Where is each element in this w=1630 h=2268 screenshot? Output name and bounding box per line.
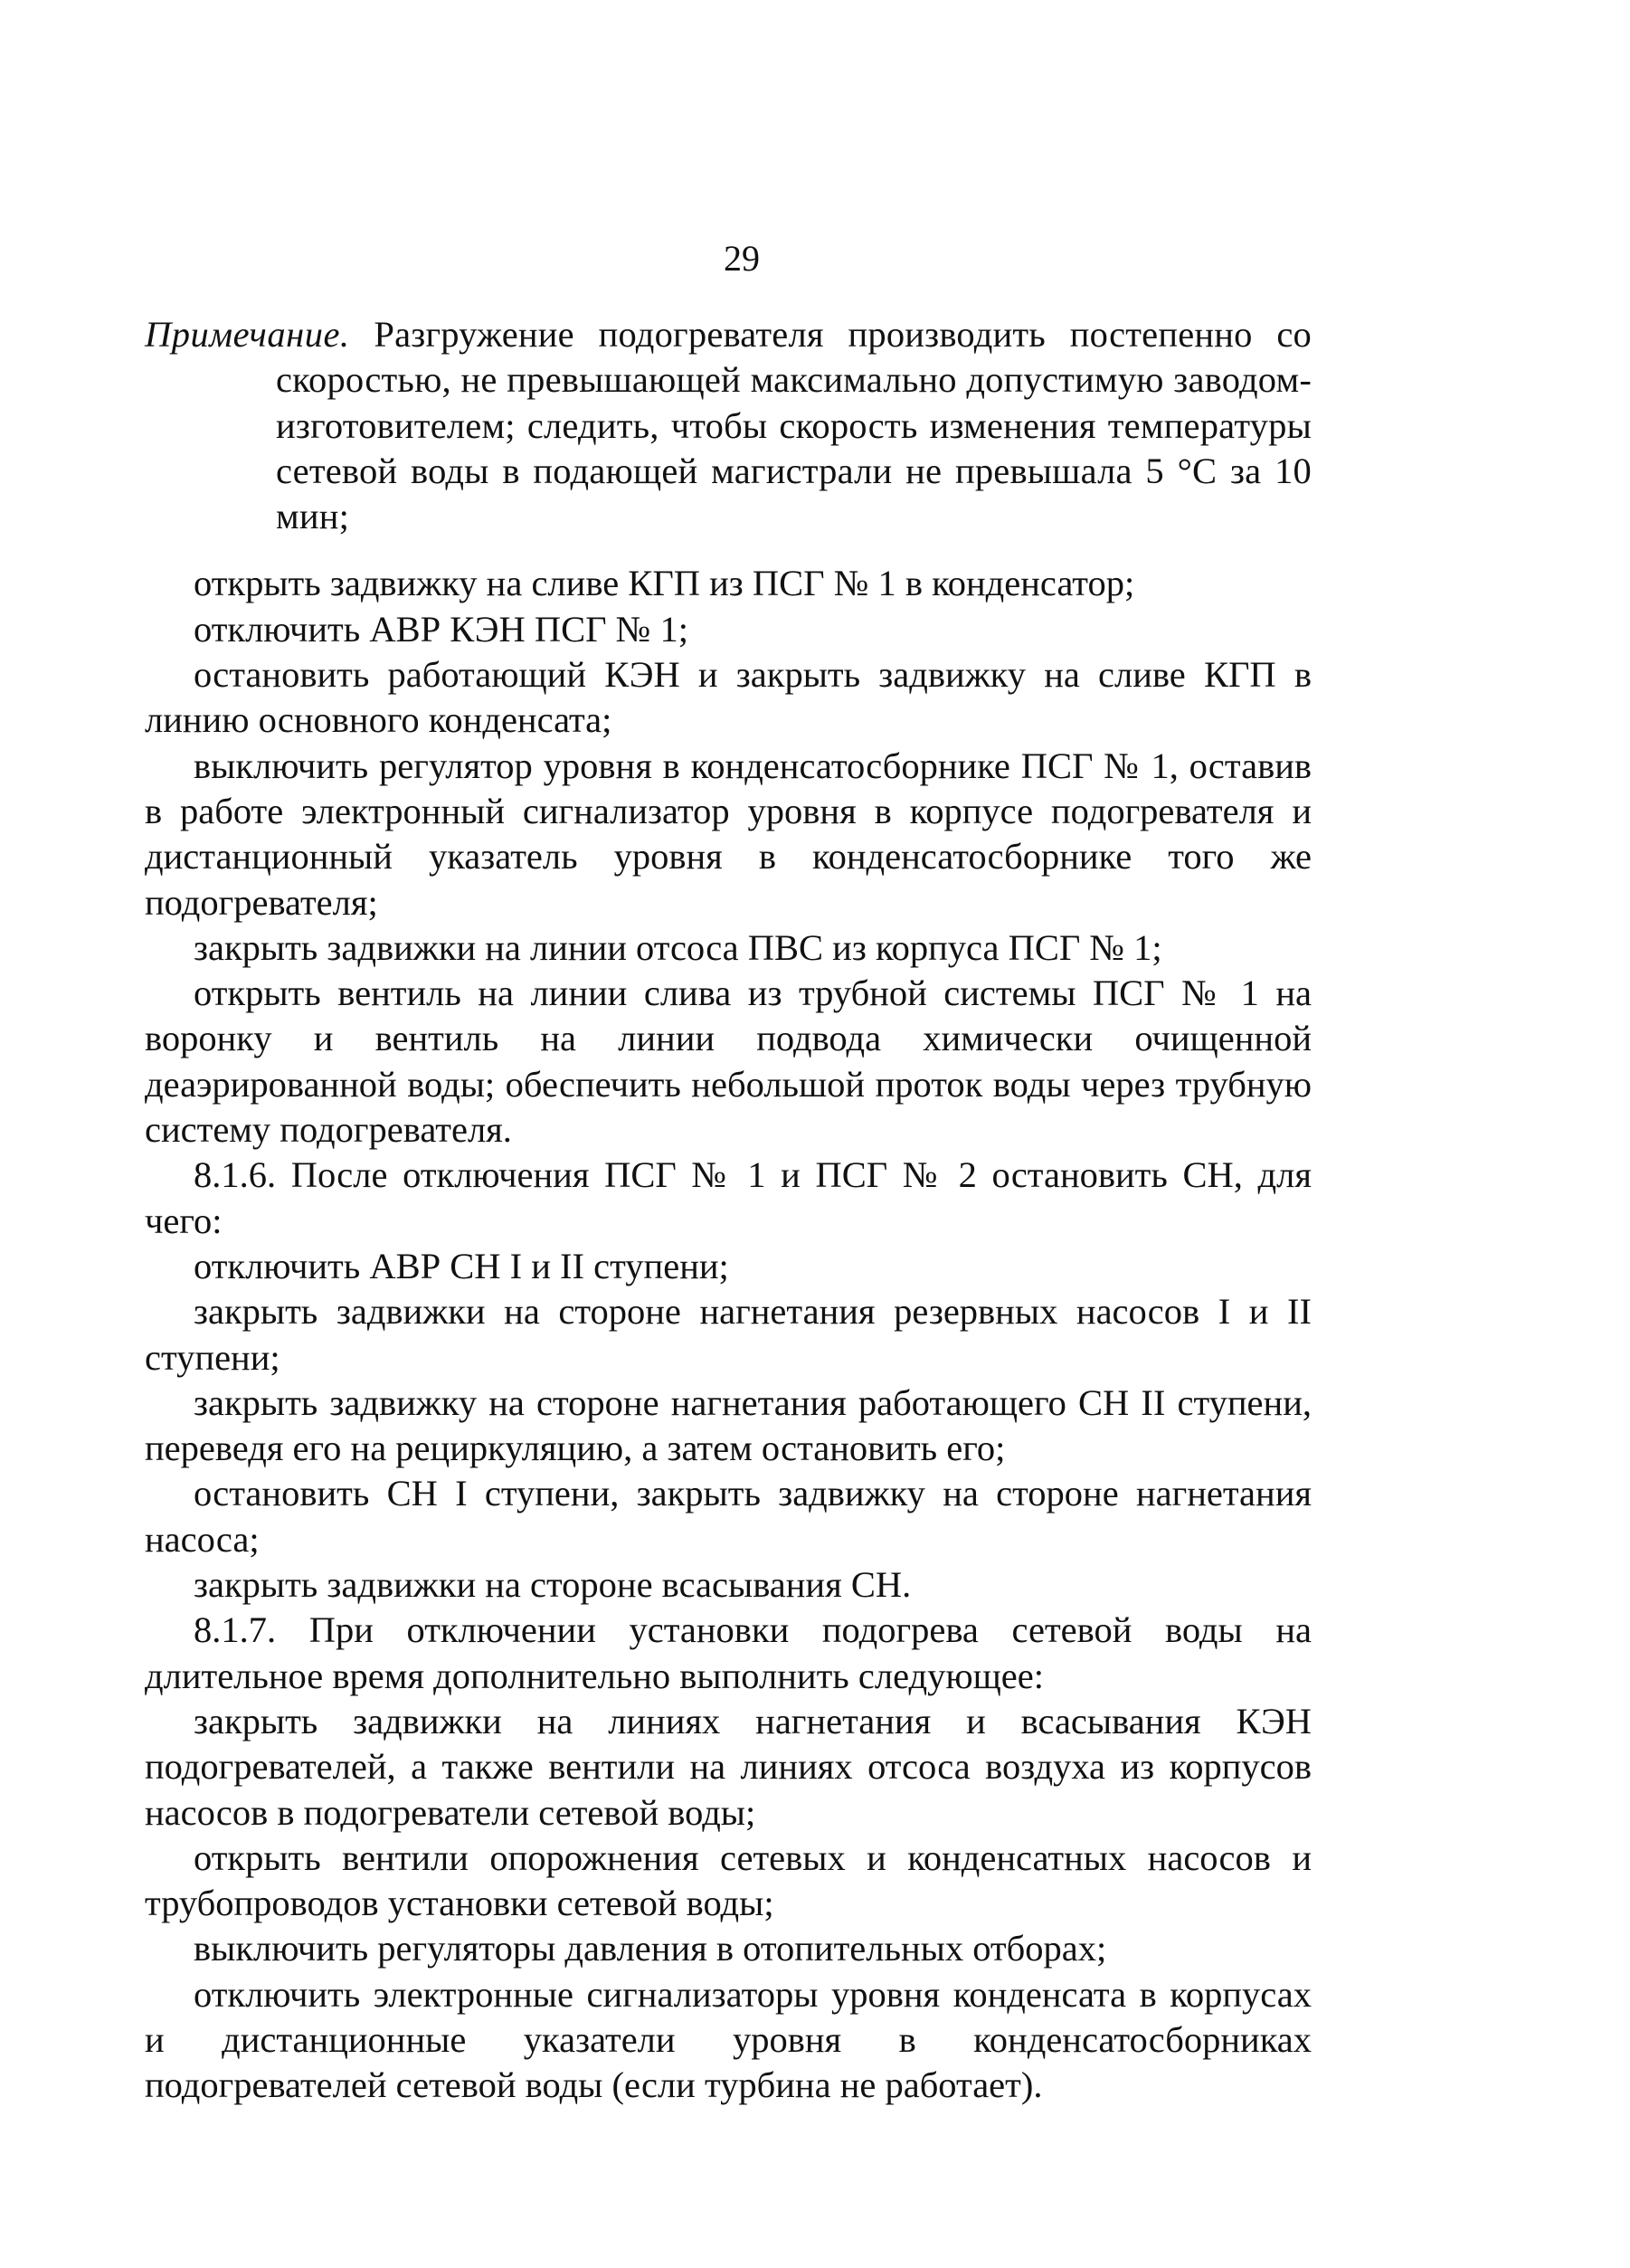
instruction-list <box>145 561 1312 2108</box>
note-block <box>145 312 1312 539</box>
paragraph: открыть вентили опорожнения сетевых и конденсатных насосов и трубопроводов установки сетевой воды; <box>145 1836 1312 1924</box>
page-content <box>145 312 1312 2109</box>
paragraph: остановить СН I ступени, закрыть задвижку на стороне нагнетания насоса; <box>145 1473 1312 1560</box>
note-label: Примечание. <box>145 314 350 355</box>
paragraph: закрыть задвижки на стороне всасывания СН. <box>194 1564 912 1606</box>
paragraph: отключить АВР СН I и II ступени; <box>194 1245 729 1286</box>
paragraph: открыть вентиль на линии слива из трубной системы ПСГ № 1 на воронку и вентиль на линии подвода химически очищенной деаэрированной воды; обеспечить небольшой проток воды через трубную систему подогревателя. <box>145 973 1312 1151</box>
paragraph: выключить регуляторы давления в отопительных отборах; <box>194 1928 1107 1969</box>
section-paragraph: 8.1.6. После отключения ПСГ № 1 и ПСГ № 2 остановить СН, для чего: <box>145 1154 1312 1241</box>
paragraph: отключить электронные сигнализаторы уровня конденсата в корпусах и дистанционные указатели уровня в конденсатосборниках подогревателей сетевой воды (если турбина не работает). <box>145 1973 1312 2106</box>
paragraph: закрыть задвижки на линиях нагнетания и всасывания КЭН подогревателей, а также вентили на линиях отсоса воздуха из корпусов насосов в подогреватели сетевой воды; <box>145 1700 1312 1833</box>
paragraph: остановить работающий КЭН и закрыть задвижку на сливе КГП в линию основного конденсата; <box>145 654 1312 741</box>
paragraph: закрыть задвижку на стороне нагнетания работающего СН II ступени, переведя его на рециркуляцию, а затем остановить его; <box>145 1381 1312 1469</box>
paragraph: закрыть задвижки на линии отсоса ПВС из корпуса ПСГ № 1; <box>194 926 1162 968</box>
paragraph: открыть задвижку на сливе КГП из ПСГ № 1 в конденсатор; <box>194 563 1135 604</box>
paragraph: отключить АВР КЭН ПСГ № 1; <box>194 608 688 650</box>
paragraph: закрыть задвижки на стороне нагнетания резервных насосов I и II ступени; <box>145 1291 1312 1378</box>
page-number: 29 <box>724 238 760 279</box>
paragraph: выключить регулятор уровня в конденсатосборнике ПСГ № 1, оставив в работе электронный сигнализатор уровня в корпусе подогревателя и дистанционный указатель уровня в конденсатосборнике того же подогревателя; <box>145 745 1312 923</box>
section-paragraph: 8.1.7. При отключении установки подогрева сетевой воды на длительное время дополнительно выполнить следующее: <box>145 1609 1312 1696</box>
note-text: Разгружение подогревателя производить постепенно со скоростью, не превышающей максимально допустимую заводом-изготовителем; следить, чтобы скорость изменения температуры сетевой воды в подающей магистрали не превышала 5 °С за 10 мин; <box>276 314 1312 537</box>
